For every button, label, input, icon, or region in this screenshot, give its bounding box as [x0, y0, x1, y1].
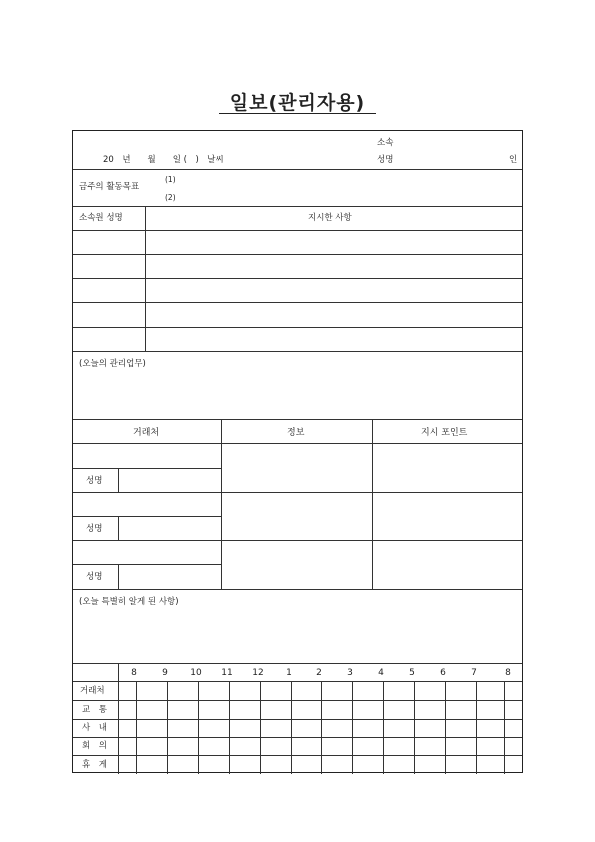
table-row: [73, 719, 522, 720]
column-divider: [229, 681, 230, 774]
column-divider: [260, 681, 261, 774]
hour-label: 8: [505, 668, 511, 678]
divider: [73, 206, 522, 207]
goal-item-1: (1): [165, 175, 176, 184]
divider: [73, 663, 522, 664]
name-label: 성명: [377, 155, 394, 165]
hour-label: 12: [252, 668, 264, 678]
divider: [73, 589, 522, 590]
daily-report-form: [72, 130, 523, 773]
hour-label: 1: [286, 668, 292, 678]
instruction-header: 지시한 사항: [308, 213, 352, 223]
column-divider: [167, 681, 168, 774]
column-divider: [352, 681, 353, 774]
table-row: [73, 737, 522, 738]
title-underline: [219, 113, 376, 114]
column-divider: [445, 681, 446, 774]
column-divider: [383, 681, 384, 774]
point-header: 지시 포인트: [421, 428, 468, 438]
schedule-row-label: 회 의: [82, 741, 107, 751]
table-row: [73, 468, 221, 469]
table-row: [73, 302, 522, 303]
column-divider: [145, 206, 146, 351]
hour-label: 7: [471, 668, 477, 678]
affiliation-label: 소속: [377, 138, 394, 148]
hour-label: 4: [378, 668, 384, 678]
column-divider: [118, 564, 119, 589]
table-row: [73, 564, 221, 565]
table-row: [73, 700, 522, 701]
divider: [73, 169, 522, 170]
table-row: [73, 540, 522, 541]
client-name-label: 성명: [86, 476, 103, 486]
table-row: [73, 327, 522, 328]
table-row: [73, 254, 522, 255]
date-weather-line: 20 년 월 일 ( ) 날씨: [103, 155, 224, 165]
hour-label: 8: [131, 668, 137, 678]
table-row: [73, 681, 522, 682]
hour-label: 9: [162, 668, 168, 678]
schedule-row-label: 사 내: [82, 723, 107, 733]
hour-label: 2: [316, 668, 322, 678]
hour-label: 11: [221, 668, 233, 678]
today-work-label: (오늘의 관리업무): [79, 359, 146, 369]
hour-label: 5: [409, 668, 415, 678]
column-divider: [118, 663, 119, 774]
client-name-label: 성명: [86, 572, 103, 582]
divider: [73, 443, 522, 444]
staff-name-header: 소속원 성명: [79, 213, 123, 223]
schedule-row-label: 거래처: [80, 686, 105, 696]
divider: [73, 351, 522, 352]
goal-item-2: (2): [165, 193, 176, 202]
column-divider: [221, 419, 222, 589]
info-header: 정보: [287, 428, 305, 438]
hour-label: 6: [440, 668, 446, 678]
column-divider: [504, 681, 505, 774]
page-title: 일보(관리자용): [229, 92, 366, 114]
client-header: 거래처: [133, 428, 160, 438]
column-divider: [321, 681, 322, 774]
table-row: [73, 516, 221, 517]
divider: [73, 419, 522, 420]
column-divider: [372, 419, 373, 589]
table-row: [73, 278, 522, 279]
table-row: [73, 492, 522, 493]
hour-label: 10: [190, 668, 202, 678]
schedule-row-label: 휴 게: [82, 760, 107, 770]
seal-label: 인: [509, 155, 518, 165]
table-row: [73, 755, 522, 756]
column-divider: [198, 681, 199, 774]
column-divider: [118, 516, 119, 540]
client-name-label: 성명: [86, 524, 103, 534]
column-divider: [414, 681, 415, 774]
special-notes-label: (오늘 특별히 알게 된 사항): [79, 597, 179, 607]
schedule-row-label: 교 통: [82, 705, 107, 715]
hour-label: 3: [347, 668, 353, 678]
weekly-goals-label: 금주의 활동목표: [79, 182, 140, 192]
column-divider: [136, 681, 137, 774]
column-divider: [291, 681, 292, 774]
column-divider: [118, 468, 119, 492]
column-divider: [476, 681, 477, 774]
table-row: [73, 230, 522, 231]
